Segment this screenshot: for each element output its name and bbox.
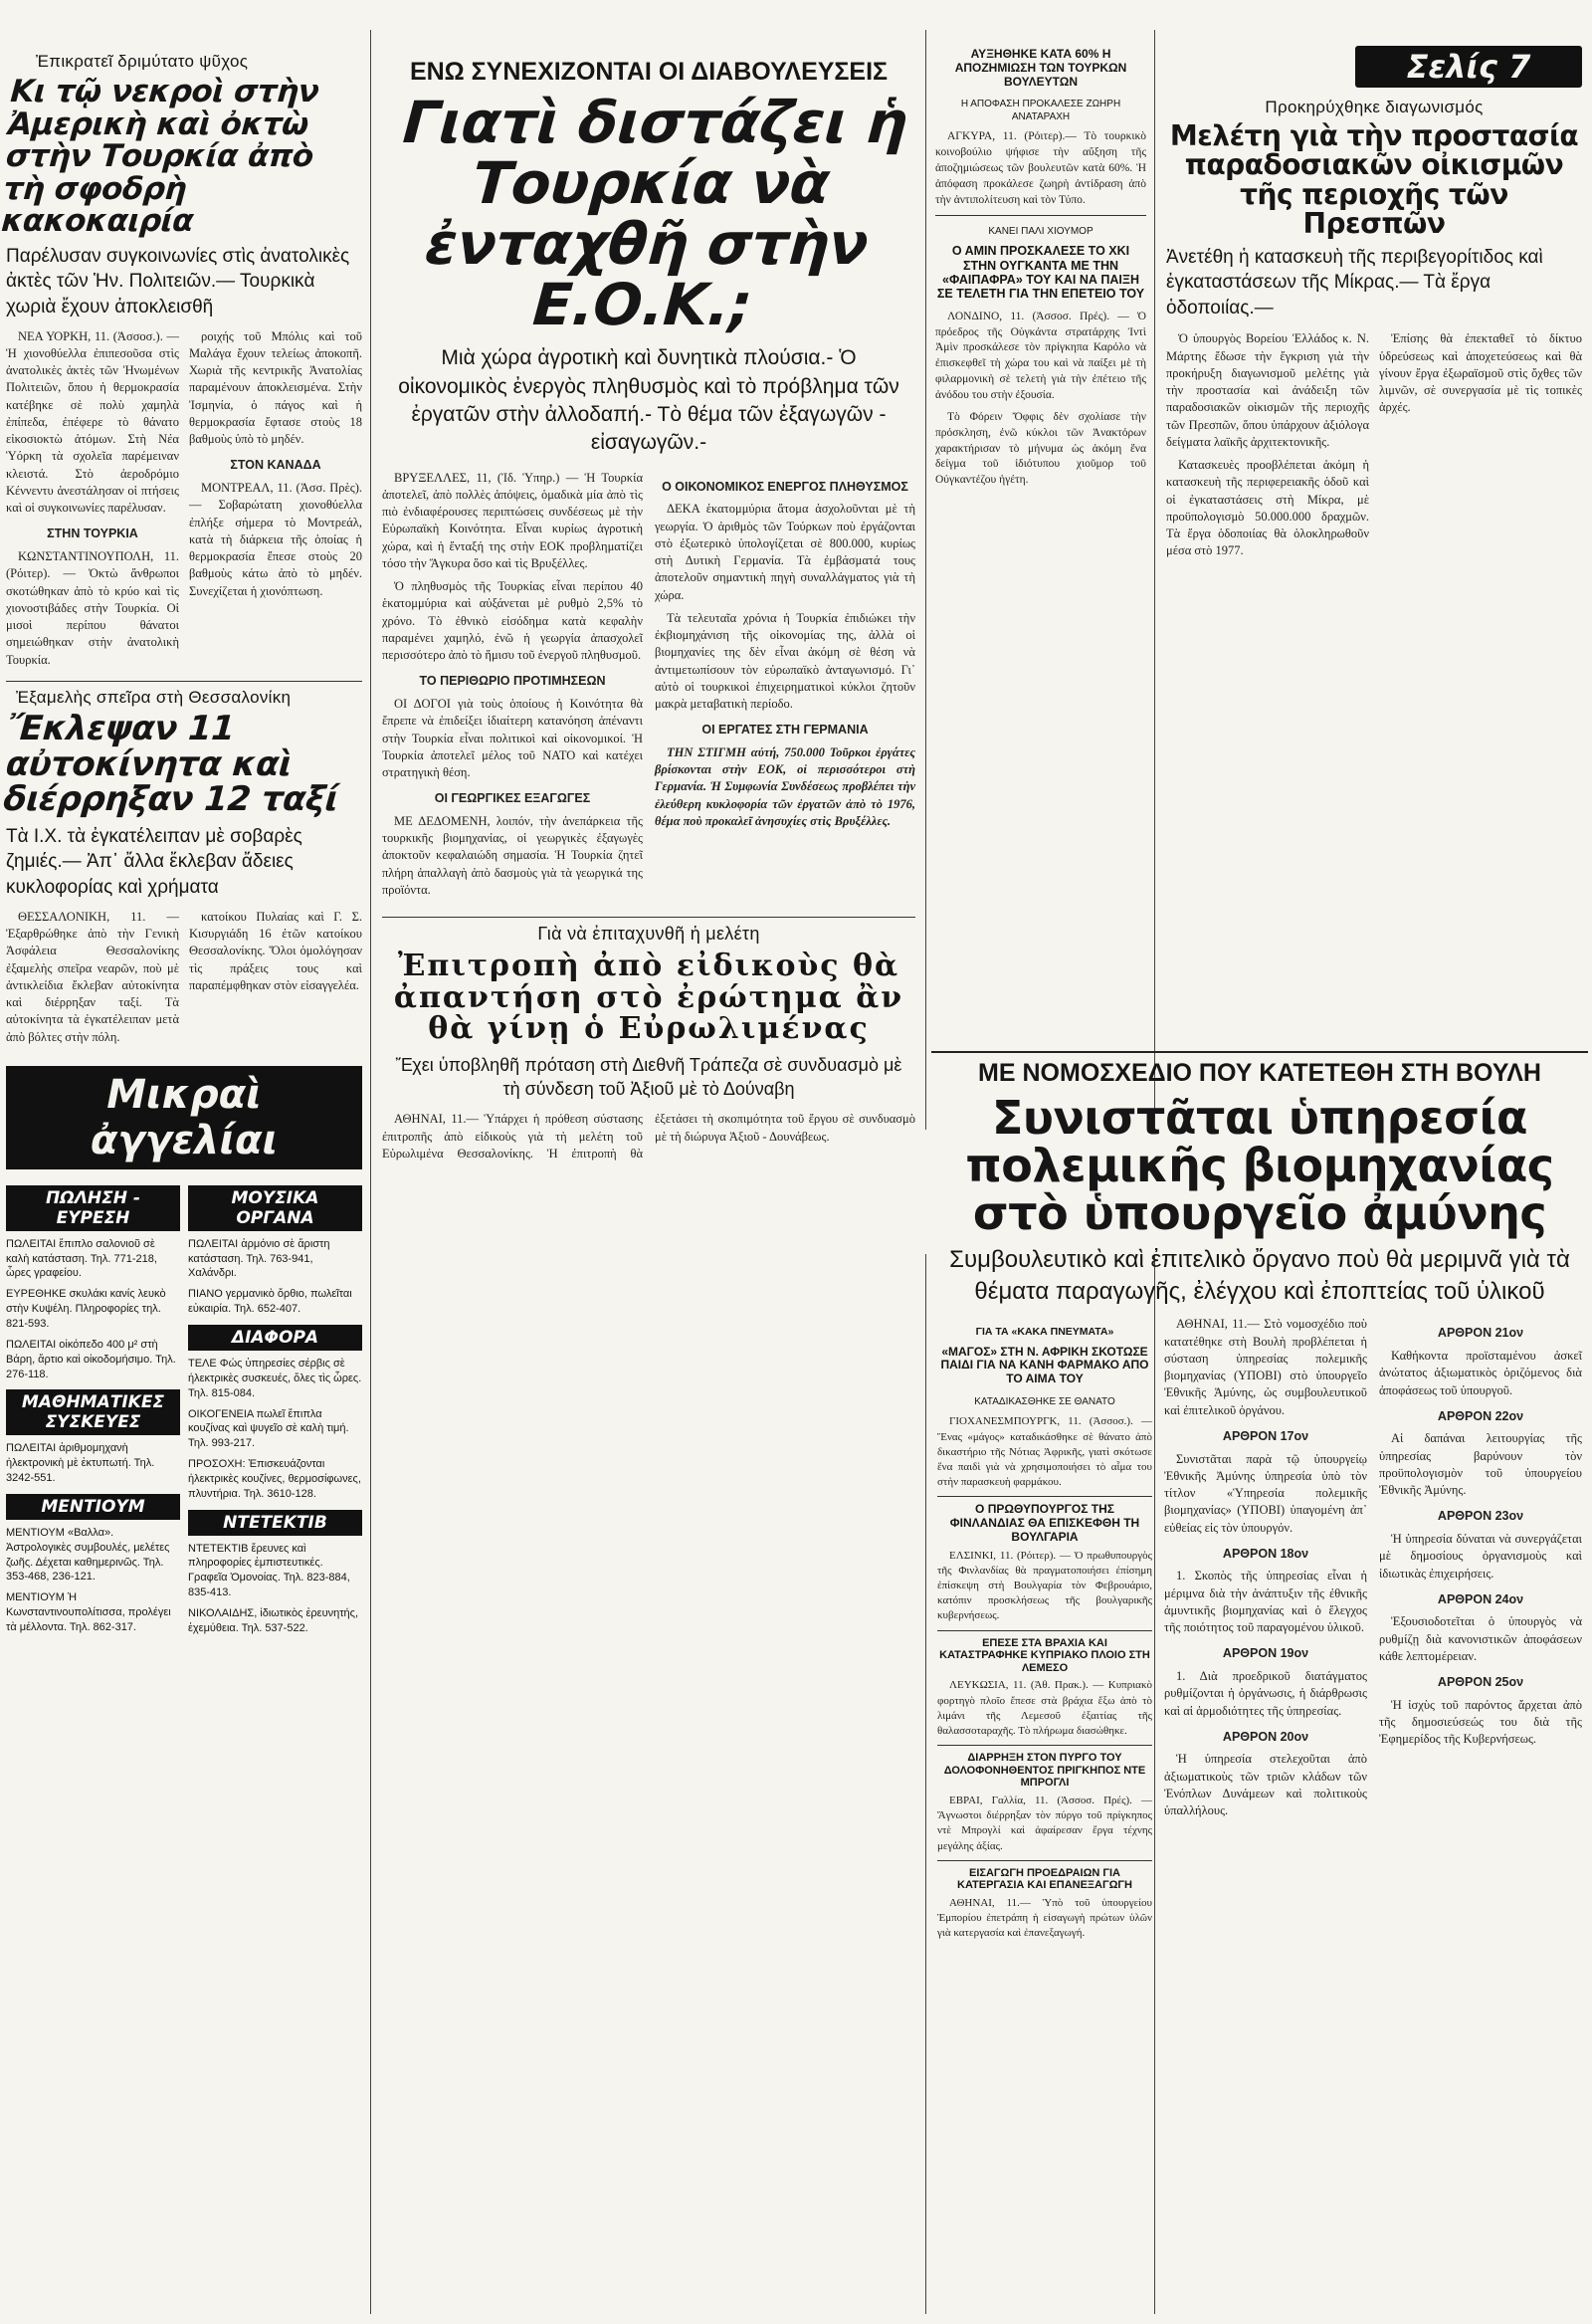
rm-subhead: Η ΑΠΟΦΑΣΗ ΠΡΟΚΑΛΕΣΕ ΖΩΗΡΗ ΑΝΑΤΑΡΑΧΗ	[960, 99, 1121, 122]
paragraph: ΔΕΚΑ ἑκατομμύρια ἄτομα ἀσχολοῦνται μὲ τὴ γεωργία. Ὁ ἀριθμὸς τῶν Τούρκων ποὺ ἐργάζονται στὸ ἐξωτερικὸ ὑπολογίζεται σὲ 800.000, κυρίως στὴ Δυτικὴ Γερμανία. Τὰ ἐμβάσματά τους ἀποτελοῦν σημαντικὴ πηγὴ συναλλάγματος γιὰ τὴ χώρα.	[655, 502, 915, 602]
article-number: ΑΡΘΡΟΝ 20ον	[1222, 1729, 1309, 1744]
center-deck: Μιὰ χώρα ἀγροτικὴ καὶ δυνητικὰ πλούσια.- Ὁ οἰκονομικὸς ἐνεργὸς πληθυσμὸς καὶ τὸ πρόβλημα τῶν ἐργατῶν στὴν ἀλλοδαπή.- Τὸ θέμα τῶν ἐξαγωγῶν - εἰσαγωγῶν.-	[398, 346, 899, 455]
divider	[935, 215, 1146, 216]
paragraph: ΘΕΣΣΑΛΟΝΙΚΗ, 11. — Ἐξαρθρώθηκε ἀπὸ τὴν Γενικὴ Ἀσφάλεια Θεσσαλονίκης ἐξαμελὴς σπεῖρα νεαρῶν, ποὺ μὲ ἀντικλείδια ἔκλεβαν αὐτοκίνητα καὶ διέρρηξαν ταξί. Τὰ αὐτοκίνητα τὰ ἐγκατέλειπαν μετὰ ἀπὸ βόλτες στὴν πόλη.	[6, 909, 179, 1044]
divider	[382, 917, 915, 918]
right-column	[1160, 0, 1588, 1055]
paragraph: ΑΘΗΝΑΙ, 11.— Ὑπάρχει ἡ πρόθεση σύστασης ἐπιτροπῆς ἀπὸ εἰδικοὺς γιὰ τὴ μελέτη τοῦ Εὐρωλιμένα Θεσσαλονίκης. Ἡ ἐπιτροπὴ θὰ ἐξετάσει τὴ σκοπιμότητα τοῦ ἔργου σὲ συνδυασμὸ μὲ τὴ διώρυγα Ἀξιοῦ - Δουνάβεως.	[382, 1112, 915, 1161]
box-headline: Ο ΠΡΩΘΥΠΟΥΡΓΟΣ ΤΗΣ ΦΙΝΛΑΝΔΙΑΣ ΘΑ ΕΠΙΣΚΕΦΘΗ ΤΗ ΒΟΥΛΓΑΡΙΑ	[949, 1502, 1140, 1544]
paragraph: 1. Διὰ προεδρικοῦ διατάγματος ρυθμίζονται ἡ ὀργάνωσις, ἡ διάρθρωσις καὶ αἱ ἁρμοδιότητες τῆς ὑπηρεσίας.	[1164, 1669, 1367, 1718]
classified-ad: ΝΙΚΟΛΑΙΔΗΣ, ἰδιωτικὸς ἐρευνητής, ἐχεμύθεια. Τηλ. 537-522.	[188, 1606, 359, 1634]
box-headline: ΔΙΑΡΡΗΞΗ ΣΤΟΝ ΠΥΡΓΟ ΤΟΥ ΔΟΛΟΦΟΝΗΘΕΝΤΟΣ ΠΡΙΓΚΗΠΟΣ ΝΤΕ ΜΠΡΟΓΛΙ	[943, 1752, 1146, 1790]
rm-article-1	[935, 129, 1146, 208]
classified-ad: ΝΤΕΤΕΚΤΙΒ ἔρευνες καὶ πληροφορίες ἐμπιστευτικές. Γραφεῖα Ὁμονοίας. Τηλ. 823-884, 835-413.	[188, 1542, 350, 1599]
paragraph: Ὁ ὑπουργὸς Βορείου Ἑλλάδος κ. Ν. Μάρτης ἔδωσε τὴν ἔγκριση γιὰ τὴν προκήρυξη διαγωνισμοῦ μελέτης γιὰ τὴν προστασία καὶ ἀνάδειξη τῶν παραδοσιακῶν οἰκισμῶν τῆς περιοχῆς τῶν Πρεσπῶν, ὅπου ὑπάρχουν ἀξιόλογα δείγματα λαϊκῆς ἀρχιτεκτονικῆς.	[1166, 331, 1369, 449]
article-number: ΑΡΘΡΟΝ 21ον	[1437, 1326, 1524, 1341]
classifieds-banner: Μικραὶ ἀγγελίαι	[6, 1066, 362, 1169]
rm-article-2	[935, 310, 1146, 489]
article-number: ΑΡΘΡΟΝ 25ον	[1437, 1675, 1524, 1690]
law-col-2	[1379, 1316, 1582, 1947]
box-body	[937, 1678, 1152, 1739]
classified-ad: ΠΩΛΕΙΤΑΙ οἰκόπεδο 400 μ² στὴ Βάρη, ἄρτιο καὶ οἰκοδομήσιμο. Τηλ. 276-118.	[6, 1338, 176, 1380]
center-deck-2: Ἔχει ὑποβληθῆ πρόταση στὴ Διεθνῆ Τράπεζα σὲ συνδυασμὸ μὲ τὴ σύνδεση τοῦ Ἀξιοῦ μὲ τὸ Δούναβη	[395, 1054, 902, 1099]
subhead: ΟΙ ΓΕΩΡΓΙΚΕΣ ΕΞΑΓΩΓΕΣ	[434, 791, 591, 806]
section-divider	[931, 1051, 1588, 1053]
classified-ad: ΠΩΛΕΙΤΑΙ ἔπιπλο σαλονιοῦ σὲ καλὴ κατάσταση. Τηλ. 771-218, ὧρες γραφείου.	[6, 1237, 157, 1280]
paragraph: Κατασκευὲς προοβλέπεται ἀκόμη ἡ κατασκευὴ τῆς περιφερειακῆς ὁδοῦ καὶ οἱ ἐγκαταστάσεις στὴ Μίκρα, μὲ προϋπολογισμὸ 50.000.000 δραχμῶν. Τὰ ἔργα ὁδοποιίας θὰ ὁλοκληρωθοῦν μέσα στὸ 1977.	[1166, 458, 1369, 558]
bottom-right-block	[931, 1055, 1588, 2324]
left-deck-2: Τὰ Ι.Χ. τὰ ἐγκατέλειπαν μὲ σοβαρὲς ζημιές.— Ἀπ᾽ ἄλλα ἔκλεβαν ἄδειες κυκλοφορίας καὶ χρήματα	[6, 825, 302, 899]
rm-kicker: ΑΥΞΗΘΗΚΕ ΚΑΤΑ 60% Η ΑΠΟΖΗΜΙΩΣΗ ΤΩΝ ΤΟΥΡΚΩΝ ΒΟΥΛΕΥΤΩΝ	[954, 47, 1127, 89]
paragraph: Καθήκοντα προϊσταμένου ἀσκεῖ ἀνώτατος ἀξιωματικὸς ὁριζόμενος διὰ ἀποφάσεως τοῦ ὑπουργοῦ.	[1379, 1349, 1582, 1397]
paragraph: Τὰ τελευταῖα χρόνια ἡ Τουρκία ἐπιδιώκει τὴν ἐκβιομηχάνιση τῆς οἰκονομίας της, ἀλλὰ οἱ βιομηχανίες της δὲν εἶναι ἀκόμη σὲ θέση νὰ ἀντιμετωπίσουν τὸν εὐρωπαϊκὸ ἀνταγωνισμό. Γι᾽ αὐτὸ οἱ τουρκικοὶ ἐπιχειρηματικοὶ κύκλοι ζητοῦν μακρὰ μεταβατικὴ περίοδο.	[655, 610, 915, 712]
column-rule	[925, 30, 926, 1130]
center-kicker-2: Γιὰ νὰ ἐπιταχυνθῆ ἡ μελέτη	[537, 924, 760, 945]
subhead: ΣΤΗΝ ΤΟΥΡΚΙΑ	[47, 527, 138, 541]
subhead: ΣΤΟΝ ΚΑΝΑΔΑ	[230, 458, 321, 473]
divider	[937, 1860, 1152, 1861]
classified-ad: ΜΕΝΤΙΟΥΜ Ἡ Κωνσταντινουπολίτισσα, προλέγει τὰ μέλλοντα. Τηλ. 862-317.	[6, 1591, 171, 1633]
left-kicker: Ἐπικρατεῖ δριμύτατο ψῦχος	[36, 52, 249, 71]
article-number: ΑΡΘΡΟΝ 18ον	[1222, 1546, 1309, 1561]
paragraph: ΑΓΚΥΡΑ, 11. (Ρόιτερ).— Τὸ τουρκικὸ κοινοβούλιο ψήφισε τὴν αὔξηση τῆς ἀποζημιώσεως τῶν βουλευτῶν κατὰ 60%. Ἡ ἀπόφαση προκάλεσε ζωηρὴ ἀντίδραση ἀπὸ τὴν ἀντιπολίτευση καὶ τὸν Τύπο.	[935, 130, 1146, 206]
box-body	[937, 1896, 1152, 1942]
divider	[937, 1496, 1152, 1497]
center-article-2	[382, 1111, 915, 1162]
center-headline-2: Ἐπιτροπὴ ἀπὸ εἰδικοὺς θὰ ἀπαντήση στὸ ἐρώτημα ἂν θὰ γίνῃ ὁ Εὐρωλιμένας	[393, 949, 904, 1047]
article-number: ΑΡΘΡΟΝ 24ον	[1437, 1591, 1524, 1606]
paragraph: ΓΙΟΧΑΝΕΣΜΠΟΥΡΓΚ, 11. (Ἀσσοσ.). — Ἕνας «μάγος» καταδικάσθηκε σὲ θάνατο ἀπὸ δικαστήριο τῆς Νότιας Ἀφρικῆς, γιατὶ σκότωσε ἕνα παιδὶ γιὰ νὰ χρησιμοποιήσει τὸ αἷμα του στὴν παρασκευὴ φαρμάκου.	[937, 1415, 1152, 1489]
paragraph: ΕΛΣΙΝΚΙ, 11. (Ρόιτερ). — Ὁ πρωθυπουργὸς τῆς Φινλανδίας θὰ πραγματοποιήσει ἐπίσημη ἐπίσκεψη στὴ Βουλγαρία τὸν Φεβρουάριο, κατόπιν προσκλήσεως τῆς βουλγαρικῆς κυβερνήσεως.	[937, 1549, 1152, 1622]
right-kicker: Προκηρύχθηκε διαγωνισμός	[1265, 98, 1484, 116]
classified-section-title: ΜΑΘΗΜΑΤΙΚΕΣ ΣΥΣΚΕΥΕΣ	[6, 1389, 180, 1435]
right-article-col-2	[1379, 330, 1582, 565]
column-rule	[370, 30, 371, 2314]
paragraph: Συνιστᾶται παρὰ τῷ ὑπουργείῳ Ἐθνικῆς Ἀμύνης ὑπηρεσία ὑπὸ τὸν τίτλον «Ὑπηρεσία πολεμικῆς βιομηχανίας» (ΥΠΟΒΙ) ὑπαγομένη ἀπ᾽ εὐθείας εἰς τὸν ὑπουργόν.	[1164, 1451, 1367, 1535]
paragraph: Ἡ ὑπηρεσία στελεχοῦται ἀπὸ ἀξιωματικοὺς τῶν τριῶν κλάδων τῶν Ἐνόπλων Δυνάμεων καὶ πολιτικοὺς ὑπαλλήλους.	[1164, 1752, 1367, 1818]
classified-ad: ΠΙΑΝΟ γερμανικὸ ὄρθιο, πωλεῖται εὐκαιρία. Τηλ. 652-407.	[188, 1288, 352, 1316]
classified-ad: ΠΩΛΕΙΤΑΙ ἁρμόνιο σὲ ἄριστη κατάσταση. Τηλ. 763-941, Χαλάνδρι.	[188, 1237, 330, 1280]
paragraph: ΜΕ ΔΕΔΟΜΕΝΗ, λοιπόν, τὴν ἀνεπάρκεια τῆς τουρκικῆς βιομηχανίας, οἱ γεωργικὲς ἐξαγωγὲς ἀποκτοῦν κεφαλαιώδη σημασία. Ἡ Τουρκία ζητεῖ πλήρη ἀπαλλαγὴ ἀπὸ δασμοὺς γιὰ τὰ γεωργικά της προϊόντα.	[382, 813, 643, 897]
paragraph: ΚΩΝΣΤΑΝΤΙΝΟΥΠΟΛΗ, 11. (Ρόιτερ). — Ὀκτὼ ἄνθρωποι σκοτώθηκαν ἀπὸ τὸ κρύο καὶ τὶς χιονοστιβάδες στὴν Τουρκία. Οἱ μισοὶ περίπου θάνατοι σημειώθηκαν στὴν ἀνατολικὴ Τουρκία.	[6, 549, 179, 667]
paragraph: 1. Σκοπὸς τῆς ὑπηρεσίας εἶναι ἡ μέριμνα διὰ τὴν ἀνάπτυξιν τῆς ἐθνικῆς ἀμυντικῆς βιομηχανίας καὶ ὁ ἔλεγχος τῆς ποιότητος τοῦ παραγομένου ὑλικοῦ.	[1164, 1569, 1367, 1635]
classified-ad: ΟΙΚΟΓΕΝΕΙΑ πωλεῖ ἔπιπλα κουζίνας καὶ ψυγεῖο σὲ καλὴ τιμή. Τηλ. 993-217.	[188, 1407, 349, 1450]
classified-section-title: ΜΕΝΤΙΟΥΜ	[6, 1494, 180, 1520]
classified-ad: ΠΡΟΣΟΧΗ: Ἐπισκευάζονται ἠλεκτρικὲς κουζίνες, θερμοσίφωνες, πλυντήρια. Τηλ. 3610-128.	[188, 1458, 361, 1500]
paragraph: ροιχής τοῦ Μπόλις καὶ τοῦ Μαλάγα ἔχουν τελείως ἀποκοπῆ. Χωριὰ τῆς κεντρικῆς Ἀνατολίας παραμένουν ἀποκλεισμένα. Στὴν Ἰσμηνία, ὁ πάγος καὶ ἡ θερμοκρασία ἔφτασε στοὺς 18 βαθμοὺς ὑπὸ τὸ μηδέν.	[189, 328, 362, 447]
article-number: ΑΡΘΡΟΝ 22ον	[1437, 1408, 1524, 1423]
paragraph: Ἡ ἰσχὺς τοῦ παρόντος ἄρχεται ἀπὸ τῆς δημοσιεύσεώς του διὰ τῆς Ἐφημερίδος τῆς Κυβερνήσεως.	[1379, 1697, 1582, 1747]
left-deck: Παρέλυσαν συγκοινωνίες στὶς ἀνατολικὲς ἀκτὲς τῶν Ἡν. Πολιτειῶν.— Τουρκικὰ χωριὰ ἔχουν ἀποκλεισθῆ	[6, 245, 350, 318]
center-headline: Γιατὶ διστάζει ἡ Τουρκία νὰ ἐνταχθῆ στὴν Ε.Ο.Κ.;	[400, 88, 909, 338]
classified-ad: ΜΕΝΤΙΟΥΜ «Βαλλα». Ἀστρολογικὲς συμβουλές, μελέτες ζωῆς. Δέχεται καθημερινῶς. Τηλ. 353-468, 236-121.	[6, 1526, 170, 1584]
classified-section-title: ΜΟΥΣΙΚΑ ΟΡΓΑΝΑ	[188, 1185, 362, 1231]
box-headline: «ΜΑΓΟΣ» ΣΤΗ Ν. ΑΦΡΙΚΗ ΣΚΟΤΩΣΕ ΠΑΙΔΙ ΓΙΑ ΝΑ ΚΑΝΗ ΦΑΡΜΑΚΟ ΑΠΟ ΤΟ ΑΙΜΑ ΤΟΥ	[940, 1344, 1149, 1386]
paragraph: ΕΒΡΑΙ, Γαλλία, 11. (Ἀσσοσ. Πρές). — Ἄγνωστοι διέρρηξαν τὸν πύργο τοῦ πρίγκηπος ντὲ Μπρογλί καὶ ἀφαίρεσαν ἔργα τέχνης μεγάλης ἀξίας.	[937, 1795, 1152, 1852]
classifieds-col-1	[6, 1177, 180, 1642]
left-kicker-2: Ἐξαμελὴς σπεῖρα στὴ Θεσσαλονίκη	[16, 687, 292, 707]
paragraph: ΝΕΑ ΥΟΡΚΗ, 11. (Ἀσσοσ.). — Ἡ χιονοθύελλα ἐπιπεσοῦσα στὶς ἀνατολικὲς ἀκτὲς τῶν Ἡνωμένων Πολιτειῶν, ὅπου ἡ θερμοκρασία κατέβηκε σὲ πολὺ χαμηλὰ ἐπίπεδα, ἐπέφερε τὸ θάνατο εἰκοσιοκτὼ ἀτόμων. Στὴ Νέα Ὑόρκη τὰ σχολεῖα παρέμειναν κλειστά. Στὸ ἀεροδρόμιο Κέννεντυ ἀνεστάλησαν οἱ πτήσεις καὶ οἱ συγκοινωνίες παρέλυσαν.	[6, 328, 179, 516]
column-rule	[925, 1254, 926, 2314]
box-headline: ΕΠΕΣΕ ΣΤΑ ΒΡΑΧΙΑ ΚΑΙ ΚΑΤΑΣΤΡΑΦΗΚΕ ΚΥΠΡΙΑΚΟ ΠΛΟΙΟ ΣΤΗ ΛΕΜΕΣΟ	[939, 1636, 1150, 1674]
paragraph: ΒΡΥΞΕΛΛΕΣ, 11, (Ἰδ. Ὑπηρ.) — Ἡ Τουρκία ἀποτελεῖ, ἀπὸ πολλὲς ἀπόψεις, ὁμαδικὰ μία ἀπὸ τὶς πιὸ ἐνδιαφέρουσες περιπτώσεις συνδέσεως μὲ τὴν Εὐρωπαϊκὴ Κοινότητα. Εἶναι κυρίως ἀγροτικὴ χώρα, καὶ ἡ ἔνταξή της στὴν ΕΟΚ προβληματίζει τόσο τὴν Ἄγκυρα ὅσο καὶ τὶς Βρυξέλλες.	[382, 470, 643, 570]
subhead: ΤΟ ΠΕΡΙΘΩΡΙΟ ΠΡΟΤΙΜΗΣΕΩΝ	[419, 674, 606, 689]
left-article-col-1	[6, 328, 179, 675]
paragraph: ΑΘΗΝΑΙ, 11.— Ὑπὸ τοῦ ὑπουργείου Ἐμπορίου ἐπετράπη ἡ εἰσαγωγὴ πρώτων ὑλῶν γιὰ κατεργασία καὶ ἐπανεξαγωγή.	[937, 1897, 1152, 1940]
classified-ad: ΠΩΛΕΙΤΑΙ ἀριθμομηχανὴ ἠλεκτρονικὴ μὲ ἐκτυπωτή. Τηλ. 3242-551.	[6, 1442, 155, 1485]
box-kicker: ΓΙΑ ΤΑ «ΚΑΚΑ ΠΝΕΥΜΑΤΑ»	[975, 1326, 1114, 1339]
law-col-1	[1164, 1316, 1367, 1947]
paragraph: ΛΟΝΔΙΝΟ, 11. (Ἀσσοσ. Πρές). — Ὁ πρόεδρος τῆς Οὐγκάντα στρατάρχης Ἰντὶ Ἀμὶν προσκάλεσε τὸν πρίγκηπα Καρόλο νὰ ἐπισκεφθεῖ τὴ χώρα του καὶ νὰ παίξει μὲ τὴ φιλαρμονικὴ σὲ τελετὴ γιὰ τὴν ἐπέτειο τῆς ἀνόδου του στὴν ἐξουσία.	[935, 310, 1146, 401]
column-rule	[1154, 30, 1155, 1130]
paragraph: κατοίκου Πυλαίας καὶ Γ. Σ. Κισυργιάδη 16 ἐτῶν κατοίκου Θεσσαλονίκης. Ὅλοι ὁμολόγησαν τὶς πράξεις τους καὶ παραπέμφθηκαν στὸν εἰσαγγελέα.	[189, 909, 362, 992]
classified-ad: ΤΕΛΕ Φώς ὑπηρεσίες σέρβις σὲ ἠλεκτρικὲς συσκευές, ὅλες τὶς ὧρες. Τηλ. 815-084.	[188, 1357, 362, 1399]
paragraph: ΑΘΗΝΑΙ, 11.— Στὸ νομοσχέδιο ποὺ κατατέθηκε στὴ Βουλὴ προβλέπεται ἡ σύσταση ὑπηρεσίας πολεμικῆς βιομηχανίας (ΥΠΟΒΙ) στὸ ὑπουργεῖο Ἐθνικῆς Ἀμύνης, ὡς συμβουλευτικοῦ καὶ ἐπιτελικοῦ ὀργάνου.	[1164, 1317, 1367, 1417]
left-article2-col-2	[189, 909, 362, 1052]
subhead: Ο ΟΙΚΟΝΟΜΙΚΟΣ ΕΝΕΡΓΟΣ ΠΛΗΘΥΣΜΟΣ	[662, 479, 908, 494]
left-headline: Κι τῷ νεκροὶ στὴν Ἀμερικὴ καὶ ὀκτὼ στὴν Τουρκία ἀπὸ τὴ σφοδρὴ κακοκαιρία	[0, 74, 320, 240]
left-article2-col-1	[6, 909, 179, 1052]
center-kicker: ΕΝΩ ΣΥΝΕΧΙΖΟΝΤΑΙ ΟΙ ΔΙΑΒΟΥΛΕΥΣΕΙΣ	[409, 58, 889, 86]
right-mid-column	[931, 0, 1150, 1055]
paragraph: Ἐπίσης θὰ ἐπεκταθεῖ τὸ δίκτυο ὑδρεύσεως καὶ ἀποχετεύσεως καὶ θὰ γίνουν ἔργα ἐξωραϊσμοῦ στὶς ὄχθες τῶν λιμνῶν, σὲ συνεργασία μὲ τὶς τοπικὲς ἀρχές.	[1379, 331, 1582, 415]
divider	[937, 1630, 1152, 1631]
paragraph: Ἐξουσιοδοτεῖται ὁ ὑπουργὸς νὰ ρυθμίζῃ διὰ κανονιστικῶν ἀποφάσεων κάθε λεπτομέρειαν.	[1379, 1614, 1582, 1663]
right-headline: Μελέτη γιὰ τὴν προστασία παραδοσιακῶν οἰκισμῶν τῆς περιοχῆς τῶν Πρεσπῶν	[1169, 119, 1579, 241]
box-body	[937, 1794, 1152, 1854]
article-number: ΑΡΘΡΟΝ 23ον	[1437, 1509, 1524, 1524]
paragraph: Ὁ πληθυσμὸς τῆς Τουρκίας εἶναι περίπου 40 ἑκατομμύρια καὶ αὐξάνεται μὲ ρυθμὸ 2,5% τὸ χρόνο. Τὸ ἐθνικὸ εἰσόδημα κατὰ κεφαλὴν παραμένει χαμηλό, ἐνῶ ἡ γεωργία ἀπασχολεῖ περισσότερο ἀπὸ τὸ ἥμισυ τοῦ ἐνεργοῦ πληθυσμοῦ.	[382, 579, 643, 663]
divider	[6, 681, 362, 682]
left-article-col-2	[189, 328, 362, 675]
article-number: ΑΡΘΡΟΝ 19ον	[1222, 1646, 1309, 1661]
classified-section-title: ΠΩΛΗΣΗ - ΕΥΡΕΣΗ	[6, 1185, 180, 1231]
center-article-col-2	[655, 470, 915, 906]
left-headline-2: Ἔκλεψαν 11 αὐτοκίνητα καὶ διέρρηξαν 12 ταξί	[2, 708, 339, 820]
left-column	[0, 0, 366, 2324]
center-column	[376, 0, 921, 2324]
paragraph: ΟΙ ΔΟΓΟΙ γιὰ τοὺς ὁποίους ἡ Κοινότητα θὰ ἔπρεπε νὰ ἐπιδείξει ἰδιαίτερη κατανόηση ἀπέναντι στὴν Τουρκία εἶναι πολιτικοὶ καὶ οἰκονομικοί. Ἡ Τουρκία ἀποτελεῖ μέλος τοῦ ΝΑΤΟ καὶ κατέχει στρατηγικὴ θέση.	[382, 697, 643, 780]
rm-kicker-2: ΚΑΝΕΙ ΠΑΛΙ ΧΙΟΥΜΟΡ	[988, 225, 1094, 237]
br-kicker: ΜΕ ΝΟΜΟΣΧΕΔΙΟ ΠΟΥ ΚΑΤΕΤΕΘΗ ΣΤΗ ΒΟΥΛΗ	[978, 1059, 1541, 1087]
br-headline: Συνιστᾶται ὑπηρεσία πολεμικῆς βιομηχανίας στὸ ὑπουργεῖο ἀμύνης	[965, 1090, 1554, 1241]
classifieds-col-2	[188, 1177, 362, 1642]
paragraph: Αἱ δαπάναι λειτουργίας τῆς ὑπηρεσίας βαρύνουν τὸν προϋπολογισμὸν τοῦ ὑπουργείου Ἐθνικῆς Ἀμύνης.	[1379, 1431, 1582, 1498]
br-deck: Συμβουλευτικὸ καὶ ἐπιτελικὸ ὄργανο ποὺ θὰ μεριμνᾶ γιὰ τὰ θέματα παραγωγῆς, ἐλέγχου καὶ ἐποπτείας τοῦ ὑλικοῦ	[949, 1245, 1570, 1306]
box-body	[937, 1549, 1152, 1624]
center-article-col-1	[382, 470, 643, 906]
right-article-col-1	[1166, 330, 1369, 565]
subhead: ΟΙ ΕΡΓΑΤΕΣ ΣΤΗ ΓΕΡΜΑΝΙΑ	[701, 723, 869, 738]
classified-ad: ΕΥΡΕΘΗΚΕ σκυλάκι κανίς λευκὸ στὴν Κυψέλη. Πληροφορίες τηλ. 821-593.	[6, 1288, 166, 1330]
box-headline: ΕΙΣΑΓΩΓΗ ΠΡΟΕΔΡΑΙΩΝ ΓΙΑ ΚΑΤΕΡΓΑΣΙΑ ΚΑΙ ΕΠΑΝΕΞΑΓΩΓΗ	[957, 1866, 1132, 1892]
br-side-column	[937, 1316, 1152, 1947]
divider	[937, 1745, 1152, 1746]
paragraph: Ἡ ὑπηρεσία δύναται νὰ συνεργάζεται μὲ δημοσίους ὀργανισμοὺς καὶ ἰδιωτικὰς ἐπιχειρήσεις.	[1379, 1532, 1582, 1581]
page-logo: Σελίς 7	[1355, 46, 1582, 88]
article-number: ΑΡΘΡΟΝ 17ον	[1222, 1428, 1309, 1443]
rm-headline-2: Ο ΑΜΙΝ ΠΡΟΣΚΑΛΕΣΕ ΤΟ ΧΚΙ ΣΤΗΝ ΟΥΓΚΑΝΤΑ ΜΕ ΤΗΝ «ΦΑΙΠΑΦΡΑ» ΤΟΥ ΚΑΙ ΝΑ ΠΑΙΞΗ ΣΕ ΤΕΛΕΤΗ ΓΙΑ ΤΗΝ ΕΠΕΤΕΙΟ ΤΟΥ	[936, 244, 1145, 302]
box-body	[937, 1414, 1152, 1490]
paragraph: ΤΗΝ ΣΤΙΓΜΗ αὐτή, 750.000 Τοῦρκοι ἐργάτες βρίσκονται στὴν ΕΟΚ, οἱ περισσότεροι στὴ Γερμανία. Ἡ Συμφωνία Συνδέσεως προβλέπει τὴν ἐλεύθερη κυκλοφορία τῶν ἐργατῶν ἀπὸ τὸ 1976, θέμα ποὺ προκαλεῖ ἀνησυχίες στὶς Βρυξέλλες.	[655, 744, 915, 828]
br-law-text	[1164, 1316, 1582, 1947]
paragraph: ΛΕΥΚΩΣΙΑ, 11. (Ἀθ. Πρακ.). — Κυπριακὸ φορτηγὸ πλοῖο ἔπεσε στὰ βράχια ἔξω ἀπὸ τὸ λιμάνι τῆς Λεμεσοῦ ἐξαιτίας τῆς θαλασσοταραχῆς. Τὸ πλήρωμα διασώθηκε.	[937, 1679, 1152, 1737]
paragraph: Τὸ Φόρειν Ὄφφις δὲν σχολίασε τὴν πρόσκληση, ἐνῶ κύκλοι τῶν Ἀνακτόρων χαρακτήρισαν τὸ μήνυμα ὡς ἀκόμη ἕνα δείγμα τοῦ ἰδιότυπου χιοῦμορ τοῦ Οὐγκαντέζου ἡγέτη.	[935, 410, 1146, 487]
paragraph: ΜΟΝΤΡΕΑΛ, 11. (Ἀσσ. Πρὲς). — Σοβαρώτατη χιονοθύελλα ἐπλήξε σήμερα τὸ Μοντρεάλ, κατὰ τὴ διάρκεια τῆς ὁποίας ἡ θερμοκρασία ἔπεσε στοὺς 20 βαθμοὺς κάτω ἀπὸ τὸ μηδέν. Συνεχίζεται ἡ χιονόπτωση.	[189, 481, 362, 598]
classified-section-title: ΔΙΑΦΟΡΑ	[188, 1325, 362, 1351]
box-subhead: ΚΑΤΑΔΙΚΑΣΘΗΚΕ ΣΕ ΘΑΝΑΤΟ	[974, 1395, 1115, 1407]
right-deck: Ἀνετέθη ἡ κατασκευὴ τῆς περιβεγορίτιδος καὶ ἐγκαταστάσεων τῆς Μίκρας.— Τὰ ἔργα ὁδοποιίας.—	[1166, 246, 1543, 318]
classified-section-title: ΝΤΕΤΕΚΤΙΒ	[188, 1510, 362, 1536]
classifieds	[6, 1177, 362, 1642]
